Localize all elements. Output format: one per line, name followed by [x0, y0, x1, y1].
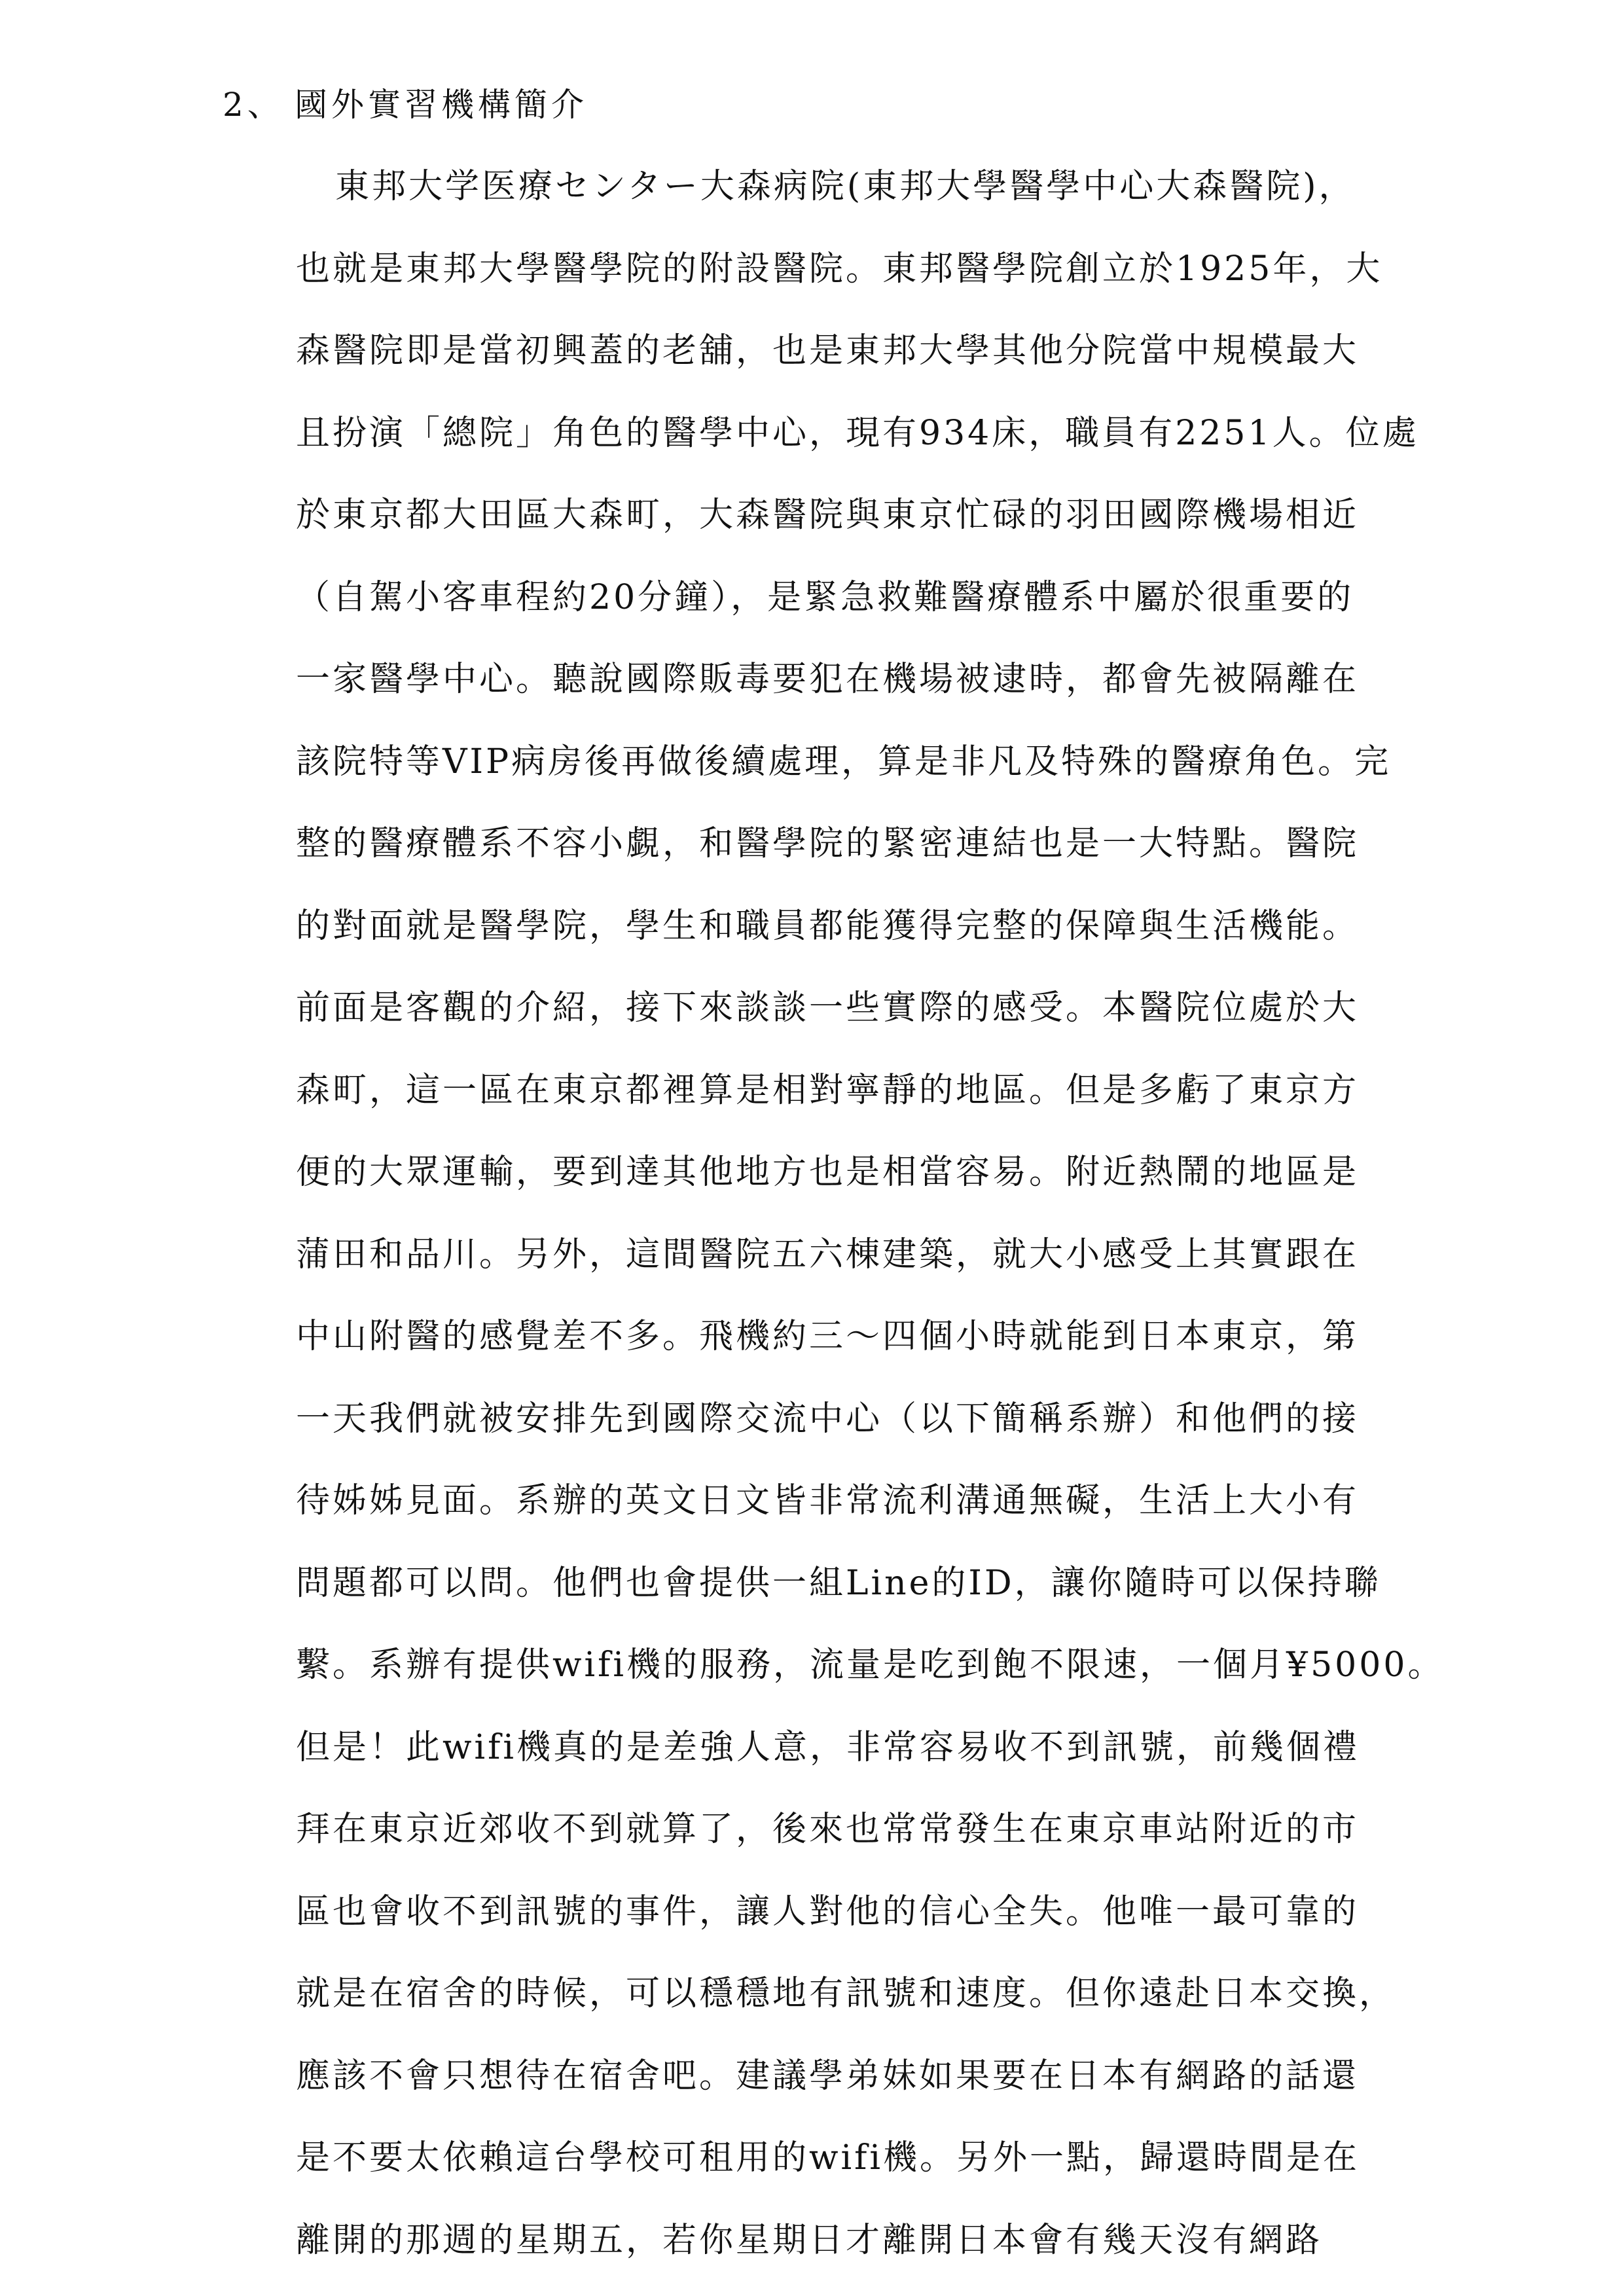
- text-line: 中山附醫的感覺差不多。飛機約三～四個小時就能到日本東京，第: [296, 1317, 1360, 1356]
- text-line: 前面是客觀的介紹，接下來談談一些實際的感受。本醫院位處於大: [296, 988, 1360, 1028]
- text-line: 該院特等VIP病房後再做後續處理，算是非凡及特殊的醫療角色。完: [296, 742, 1392, 781]
- section-heading: [223, 79, 588, 131]
- text-line: 一天我們就被安排先到國際交流中心（以下簡稱系辦）和他們的接: [296, 1399, 1360, 1439]
- text-line: 繫。系辦有提供wifi機的服務，流量是吃到飽不限速，一個月¥5000。: [296, 1645, 1445, 1685]
- text-line: 也就是東邦大學醫學院的附設醫院。東邦醫學院創立於1925年，大: [296, 249, 1383, 289]
- text-line: 於東京都大田區大森町，大森醫院與東京忙碌的羽田國際機場相近: [296, 495, 1360, 535]
- text-line: 的對面就是醫學院，學生和職員都能獲得完整的保障與生活機能。: [296, 906, 1360, 946]
- text-line: 拜在東京近郊收不到就算了，後來也常常發生在東京車站附近的市: [296, 1810, 1360, 1849]
- text-line: 區也會收不到訊號的事件，讓人對他的信心全失。他唯一最可靠的: [296, 1892, 1360, 1931]
- text-line: 且扮演「總院」角色的醫學中心，現有934床，職員有2251人。位處: [296, 413, 1419, 453]
- text-line: 問題都可以問。他們也會提供一組Line的ID，讓你隨時可以保持聯: [296, 1563, 1381, 1603]
- body-text: [296, 160, 1445, 2296]
- section-number: 2、: [223, 86, 284, 124]
- text-line: 便的大眾運輸，要到達其他地方也是相當容易。附近熱鬧的地區是: [296, 1153, 1360, 1192]
- text-line: 是不要太依賴這台學校可租用的wifi機。另外一點，歸還時間是在: [296, 2138, 1360, 2178]
- text-line: 但是！此wifi機真的是差強人意，非常容易收不到訊號，前幾個禮: [296, 1727, 1360, 1767]
- text-line: 森町，這一區在東京都裡算是相對寧靜的地區。但是多虧了東京方: [296, 1070, 1360, 1110]
- text-line: （自駕小客車程約20分鐘），是緊急救難醫療體系中屬於很重要的: [296, 577, 1354, 617]
- text-line: 離開的那週的星期五，若你星期日才離開日本會有幾天沒有網路: [296, 2220, 1323, 2260]
- section-title: 國外實習機構簡介: [295, 86, 588, 124]
- text-line: 就是在宿舍的時候，可以穩穩地有訊號和速度。但你遠赴日本交換，: [296, 1974, 1396, 2013]
- text-line: 待姊姊見面。系辦的英文日文皆非常流利溝通無礙，生活上大小有: [296, 1481, 1360, 1520]
- text-line: 一家醫學中心。聽說國際販毒要犯在機場被逮時，都會先被隔離在: [296, 660, 1360, 699]
- text-line: 應該不會只想待在宿舍吧。建議學弟妹如果要在日本有網路的話還: [296, 2056, 1360, 2096]
- text-line: 森醫院即是當初興蓋的老舖，也是東邦大學其他分院當中規模最大: [296, 331, 1360, 370]
- text-line: 整的醫療體系不容小覷，和醫學院的緊密連結也是一大特點。醫院: [296, 824, 1360, 863]
- text-line: 東邦大学医療センター大森病院(東邦大學醫學中心大森醫院)，: [335, 167, 1356, 206]
- text-line: 蒲田和品川。另外，這間醫院五六棟建築，就大小感受上其實跟在: [296, 1234, 1360, 1274]
